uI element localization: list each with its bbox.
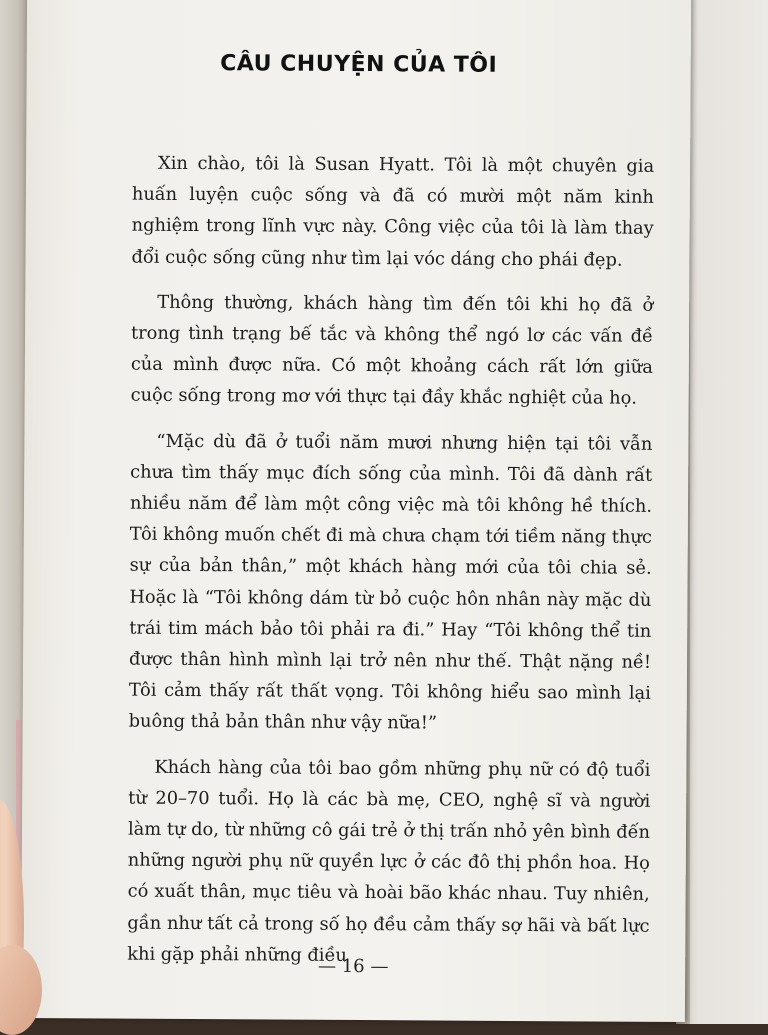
paragraph: Thông thường, khách hàng tìm đến tôi khi họ đã ở trong tình trạng bế tắc và không thể ngó lơ các vấn đề của mình được nữa. Có một khoảng cách rất lớn giữa cuộc sống trong mơ với thực tại đầy khắc nghiệt của họ.: [130, 291, 654, 410]
chapter-title: CÂU CHUYỆN CỦA TÔI: [220, 51, 498, 78]
page-number: — 16 —: [317, 955, 389, 978]
paragraph: Khách hàng của tôi bao gồm những phụ nữ có độ tuổi từ 20–70 tuổi. Họ là các bà mẹ, CEO, nghệ sĩ và người làm tự do, từ những cô gái trẻ ở thị trấn nhỏ yên bình đến những người phụ nữ quyền lực ở các đô thị phồn hoa. Họ có xuất thân, mục tiêu và hoài bão khác nhau. Tuy nhiên, gần như tất cả trong số họ đều cảm thấy sợ hãi và bất lực khi gặp phải những điều: [127, 756, 651, 966]
body-text: [127, 148, 654, 987]
book-page: [21, 0, 691, 1022]
paragraph: Xin chào, tôi là Susan Hyatt. Tôi là một chuyên gia huấn luyện cuộc sống và đã có mười một năm kinh nghiệm trong lĩnh vực này. Công việc của tôi là làm thay đổi cuộc sống cũng như tìm lại vóc dáng cho phái đẹp.: [131, 152, 655, 271]
paragraph: “Mặc dù đã ở tuổi năm mươi nhưng hiện tại tôi vẫn chưa tìm thấy mục đích sống của mình. Tôi đã dành rất nhiều năm để làm một công việc mà tôi không hề thích. Tôi không muốn chết đi mà chưa chạm tới tiềm năng thực sự của bản thân,” một khách hàng mới của tôi chia sẻ. Hoặc là “Tôi không dám từ bỏ cuộc hôn nhân này mặc dù trái tim mách bảo tôi phải ra đi.” Hay “Tôi không thể tin được thân hình mình lại trở nên như thế. Thật nặng nề! Tôi cảm thấy rất thất vọng. Tôi không hiểu sao mình lại buông thả bản thân như vậy nữa!”: [128, 430, 653, 734]
